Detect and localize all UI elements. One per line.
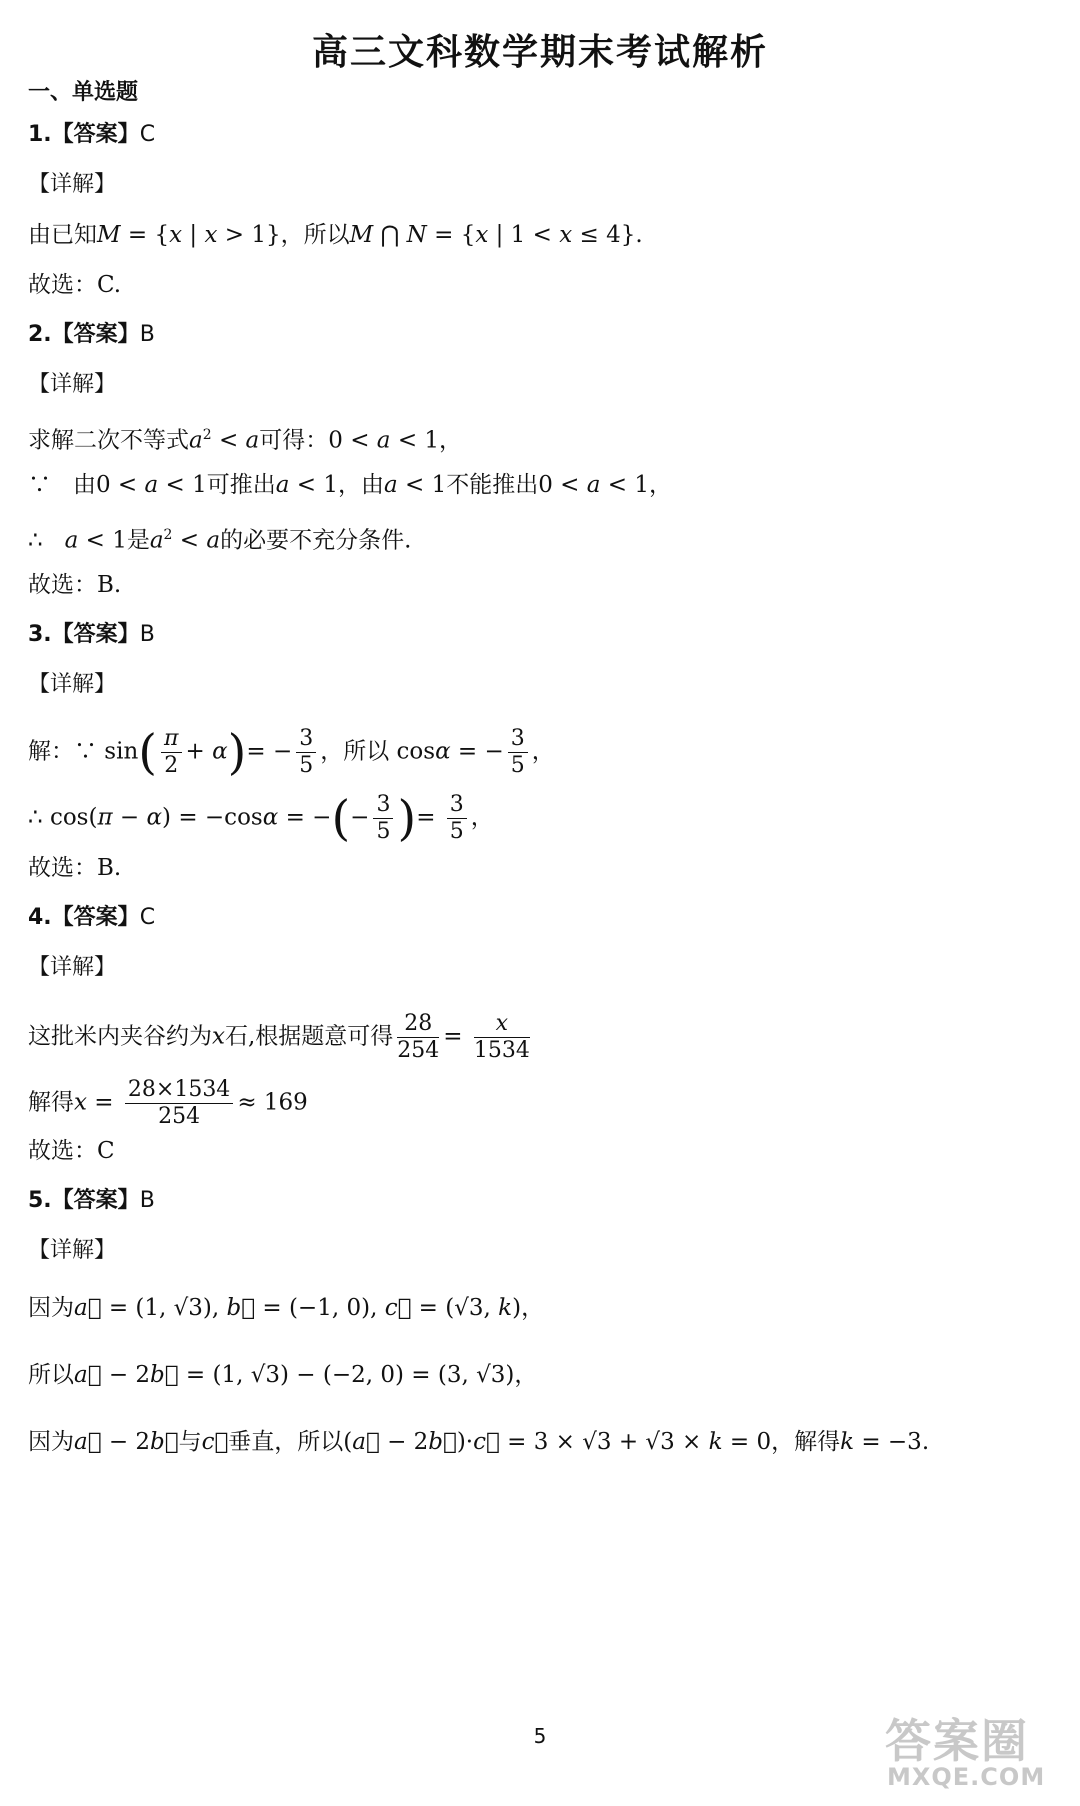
q1-answer-line: 1.【答案】C — [28, 122, 156, 147]
q3-choice: 故选：B. — [28, 855, 122, 881]
q2-line1: 求解二次不等式$a^2 < a$可得：0 < a < 1， — [28, 427, 463, 454]
q3-answer-line: 3.【答案】B — [28, 622, 155, 647]
q2-answer: B — [139, 322, 155, 347]
q3-detail-tag: 【详解】 — [28, 672, 117, 697]
q1-detail-tag: 【详解】 — [28, 172, 117, 197]
q3-line2: ∴ cos(π − α) = −cosα = −(− $\frac{3}{5}$ )= $\frac{3}{5}$ ， — [28, 790, 494, 847]
q5-line1: 因为a⃗ = (1, √3), b⃗ = (−1, 0), c⃗ = (√3, k)， — [28, 1295, 545, 1321]
q3-line1: 解：∵ sin( $\frac{\pi}{2}$ + α)= − $\frac{3}{5}$ ，所以 cosα = − $\frac{3}{5}$ ， — [28, 724, 555, 781]
q2-line3: ∴ a < 1是$a^2 < a$的必要不充分条件. — [28, 527, 412, 554]
q4-choice: 故选：C — [28, 1138, 115, 1164]
q4-answer-line: 4.【答案】C — [28, 905, 156, 930]
q1-line1: 由已知M = {x | x > 1}，所以M ⋂ N = {x | 1 < x ≤ 4}. — [28, 222, 643, 248]
q5-line2: 所以a⃗ − 2b⃗ = (1, √3) − (−2, 0) = (3, √3)， — [28, 1362, 538, 1388]
q4-line2: 解得x = $\frac{28\times 1534}{254}$ ≈ 169 — [28, 1077, 308, 1129]
q2-answer-line: 2.【答案】B — [28, 322, 155, 347]
q4-answer: C — [139, 905, 156, 930]
q5-answer-line: 5.【答案】B — [28, 1188, 155, 1213]
watermark-url: MXQE.COM — [887, 1763, 1046, 1791]
section-heading: 一、单选题 — [28, 80, 139, 105]
watermark — [885, 1705, 1075, 1801]
q2-choice: 故选：B. — [28, 572, 122, 598]
q5-line3: 因为a⃗ − 2b⃗与c⃗垂直，所以(a⃗ − 2b⃗)·c⃗ = 3 × √3 + √3 × k = 0，解得k = −3. — [28, 1429, 930, 1455]
q2-detail-tag: 【详解】 — [28, 372, 117, 397]
watermark-logo: 答案圈 — [885, 1714, 1029, 1768]
q5-answer: B — [139, 1188, 155, 1213]
q4-detail-tag: 【详解】 — [28, 955, 117, 980]
page-number: 5 — [533, 1724, 547, 1748]
q5-detail-tag: 【详解】 — [28, 1238, 117, 1263]
q4-line1: 这批米内夹谷约为x石,根据题意可得 $\frac{28}{254}$ = $\frac{x}{1534}$ — [28, 1011, 530, 1063]
page-title: 高三文科数学期末考试解析 — [311, 32, 768, 73]
q3-answer: B — [139, 622, 155, 647]
q1-choice: 故选：C. — [28, 272, 122, 298]
q1-answer: C — [139, 122, 156, 147]
q2-line2: ∵ 由0 < a < 1可推出a < 1，由a < 1不能推出0 < a < 1， — [28, 472, 672, 498]
